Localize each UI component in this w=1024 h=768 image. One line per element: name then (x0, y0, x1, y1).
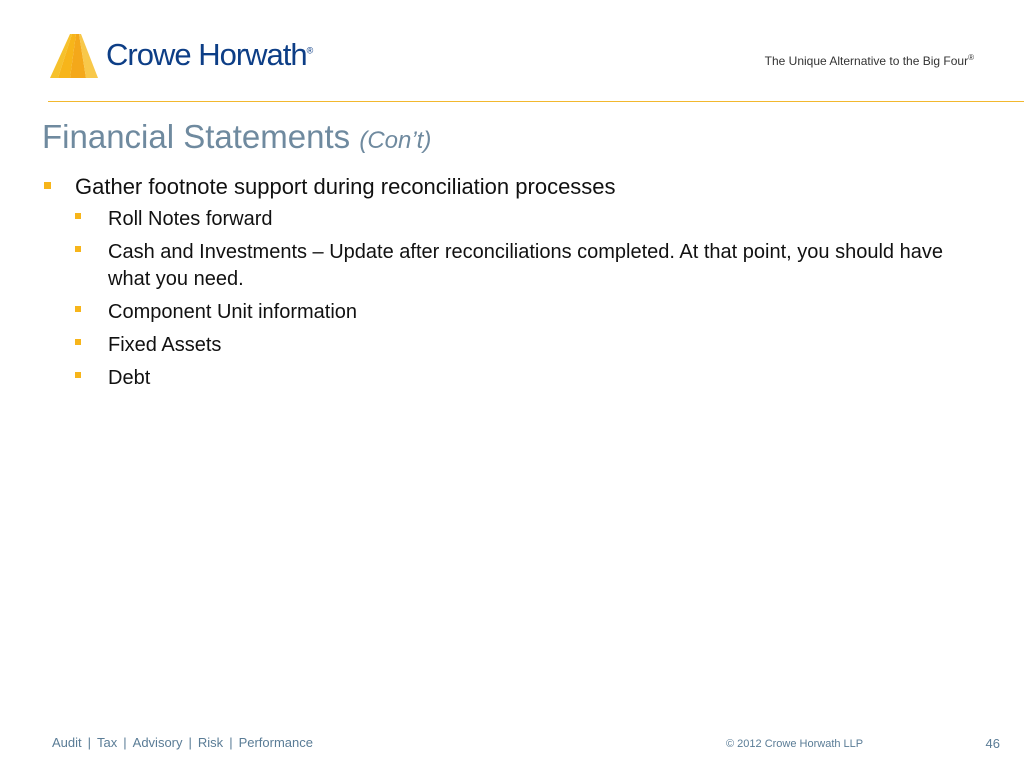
sub-bullet-item (75, 206, 984, 233)
slide-body (44, 172, 984, 398)
slide-header (0, 0, 1024, 104)
footer-separator: | (123, 735, 127, 750)
sub-bullet-list (75, 206, 984, 392)
sub-bullet-text: Component Unit information (108, 301, 358, 323)
footer-separator: | (229, 735, 233, 750)
footer-service-links (52, 735, 313, 750)
square-bullet-icon (75, 339, 81, 345)
sub-bullet-item (75, 365, 984, 392)
logo-registered-mark: ® (306, 45, 314, 56)
footer-link-performance: Performance (238, 735, 313, 750)
tagline (765, 53, 974, 68)
sub-bullet-text: Cash and Investments – Update after reconciliations completed. At that point, you should have what you need. (108, 241, 943, 290)
footer-link-advisory: Advisory (132, 735, 183, 750)
sub-bullet-item (75, 239, 984, 293)
footer-link-tax: Tax (97, 735, 118, 750)
sub-bullet-item (75, 299, 984, 326)
sub-bullet-text: Roll Notes forward (108, 208, 273, 230)
main-bullet-item (44, 172, 984, 392)
main-bullet-text: Gather footnote support during reconciliation processes (75, 174, 616, 199)
page-number: 46 (985, 736, 1000, 751)
sub-bullet-text: Fixed Assets (108, 334, 222, 356)
square-bullet-icon (75, 213, 81, 219)
footer-separator: | (188, 735, 192, 750)
sub-bullet-item (75, 332, 984, 359)
copyright-notice: © 2012 Crowe Horwath LLP (726, 738, 864, 750)
tagline-text: The Unique Alternative to the Big Four (764, 54, 969, 68)
sub-bullet-text: Debt (108, 367, 151, 389)
logo-wordmark-text: Crowe Horwath (106, 37, 307, 72)
tagline-registered-mark: ® (968, 53, 974, 62)
header-divider (48, 101, 1024, 102)
crowe-horwath-star-logo-icon (48, 32, 100, 82)
square-bullet-icon (75, 306, 81, 312)
bullet-list (44, 172, 984, 392)
footer-separator: | (87, 735, 92, 750)
footer-link-audit: Audit (52, 735, 82, 750)
crowe-horwath-logo (48, 32, 318, 82)
slide-title-main: Financial Statements (42, 118, 351, 155)
square-bullet-icon (75, 246, 81, 252)
slide-title (42, 118, 431, 156)
footer-link-risk: Risk (197, 735, 224, 750)
slide-title-continued: (Con’t) (359, 127, 432, 154)
logo-wordmark (106, 37, 313, 73)
square-bullet-icon (44, 182, 51, 189)
square-bullet-icon (75, 372, 81, 378)
